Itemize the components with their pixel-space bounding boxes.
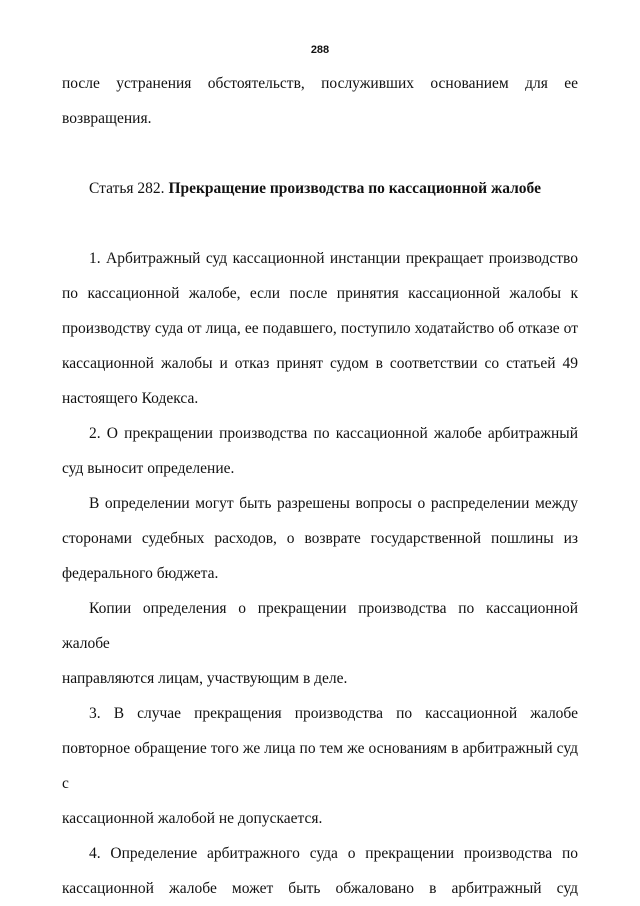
- page-number: 288: [310, 44, 330, 56]
- paragraph-line: повторное обращение того же лица по тем же основаниям в арбитражный суд с: [62, 740, 578, 792]
- paragraph-line: 1. Арбитражный суд кассационной инстанции прекращает производство: [89, 250, 578, 267]
- paragraph-line: производству суда от лица, ее подавшего, поступило ходатайство об отказе от: [62, 320, 578, 337]
- paragraph-line: сторонами судебных расходов, о возврате государственной пошлины из: [62, 530, 578, 547]
- paragraph-line: направляются лицам, участвующим в деле.: [62, 670, 348, 687]
- paragraph-line: федерального бюджета.: [62, 565, 219, 582]
- paragraph-line: кассационной жалобе может быть обжаловано в арбитражный суд: [62, 880, 578, 897]
- paragraph-line: возвращения.: [62, 110, 152, 127]
- article-label: Статья 282.: [89, 180, 165, 197]
- paragraph-line: кассационной жалобой не допускается.: [62, 810, 323, 827]
- paragraph-line: кассационной жалобы и отказ принят судом в соответствии со статьей 49: [62, 355, 578, 372]
- paragraph-line: по кассационной жалобе, если после принятия кассационной жалобы к: [62, 285, 578, 302]
- paragraph-line: 3. В случае прекращения производства по кассационной жалобе: [89, 705, 578, 722]
- paragraph-line: 2. О прекращении производства по кассационной жалобе арбитражный: [89, 425, 578, 442]
- paragraph-line: после устранения обстоятельств, послуживших основанием для ее: [62, 75, 578, 92]
- paragraph-line: Копии определения о прекращении производства по кассационной жалобе: [62, 600, 578, 652]
- paragraph-line: суд выносит определение.: [62, 460, 235, 477]
- document-body: [62, 66, 578, 906]
- article-heading: [62, 171, 578, 206]
- paragraph-line: настоящего Кодекса.: [62, 390, 199, 407]
- paragraph-line: В определении могут быть разрешены вопросы о распределении между: [89, 495, 578, 512]
- article-title: Прекращение производства по кассационной жалобе: [168, 180, 541, 197]
- paragraph-line: 4. Определение арбитражного суда о прекращении производства по: [89, 845, 578, 862]
